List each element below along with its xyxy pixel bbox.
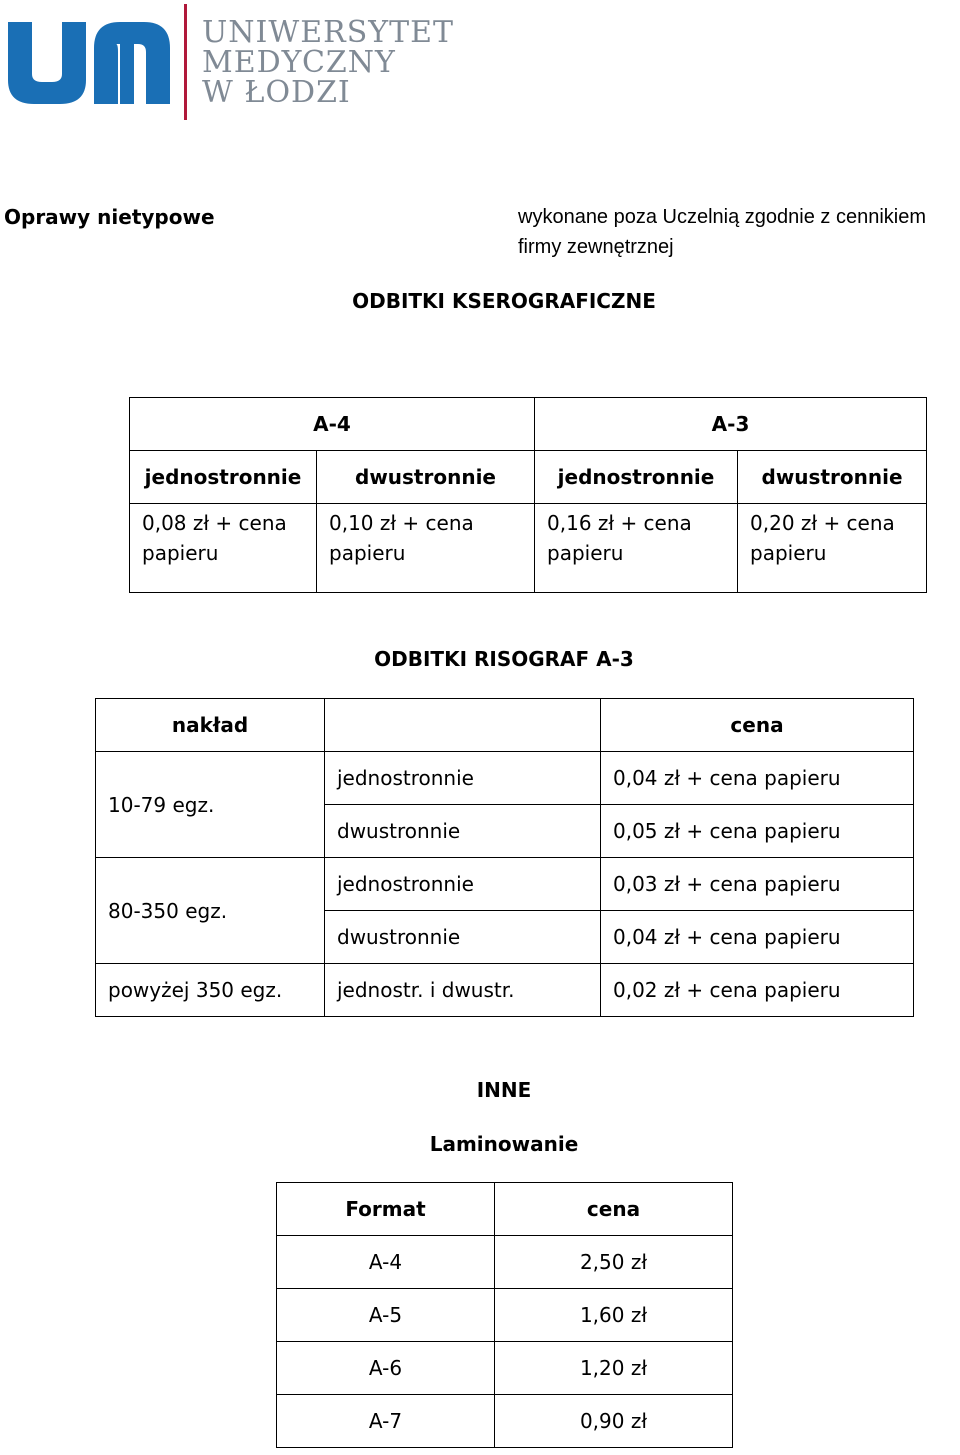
volume-cell: powyżej 350 egz. bbox=[96, 964, 325, 1017]
riso-title: ODBITKI RISOGRAF A-3 bbox=[374, 647, 634, 671]
lamination-price-table bbox=[276, 1182, 733, 1448]
format-header-a3: A-3 bbox=[535, 398, 927, 451]
logo-divider bbox=[184, 4, 187, 120]
side-cell: jednostr. i dwustr. bbox=[325, 964, 601, 1017]
binding-note: wykonane poza Uczelnią zgodnie z cennikiem firmy zewnętrznej bbox=[518, 206, 927, 258]
price-cell: 0,10 zł + cena papieru bbox=[317, 504, 535, 593]
price-cell: 1,60 zł bbox=[495, 1289, 733, 1342]
side-cell: dwustronnie bbox=[325, 805, 601, 858]
format-cell: A-6 bbox=[277, 1342, 495, 1395]
side-cell: jednostronnie bbox=[325, 858, 601, 911]
side-header: dwustronnie bbox=[317, 451, 535, 504]
riso-price-table bbox=[95, 698, 914, 1017]
price-cell: 0,02 zł + cena papieru bbox=[601, 964, 914, 1017]
price-cell: 2,50 zł bbox=[495, 1236, 733, 1289]
logo-text-line-2: MEDYCZNY bbox=[202, 45, 396, 80]
volume-cell: 10-79 egz. bbox=[96, 752, 325, 858]
price-cell: 1,20 zł bbox=[495, 1342, 733, 1395]
price-cell: 0,05 zł + cena papieru bbox=[601, 805, 914, 858]
format-header-a4: A-4 bbox=[130, 398, 535, 451]
side-cell: dwustronnie bbox=[325, 911, 601, 964]
volume-cell: 80-350 egz. bbox=[96, 858, 325, 964]
volume-header: nakład bbox=[96, 699, 325, 752]
side-header: jednostronnie bbox=[535, 451, 738, 504]
price-cell: 0,20 zł + cena papieru bbox=[738, 504, 927, 593]
xero-title: ODBITKI KSEROGRAFICZNE bbox=[352, 289, 656, 313]
price-header: cena bbox=[601, 699, 914, 752]
logo-text-line-3: W ŁODZI bbox=[202, 75, 351, 110]
xero-price-table bbox=[129, 397, 927, 593]
logo-text-line-1: UNIWERSYTET bbox=[202, 15, 454, 50]
format-cell: A-7 bbox=[277, 1395, 495, 1448]
price-cell: 0,04 zł + cena papieru bbox=[601, 911, 914, 964]
price-cell: 0,03 zł + cena papieru bbox=[601, 858, 914, 911]
price-cell: 0,08 zł + cena papieru bbox=[130, 504, 317, 593]
university-logo-mark bbox=[8, 22, 170, 104]
other-title: INNE bbox=[476, 1078, 532, 1102]
price-cell: 0,04 zł + cena papieru bbox=[601, 752, 914, 805]
format-cell: A-5 bbox=[277, 1289, 495, 1342]
price-header: cena bbox=[495, 1183, 733, 1236]
price-cell: 0,90 zł bbox=[495, 1395, 733, 1448]
side-header: jednostronnie bbox=[130, 451, 317, 504]
binding-label: Oprawy nietypowe bbox=[4, 205, 215, 229]
side-header bbox=[325, 699, 601, 752]
side-cell: jednostronnie bbox=[325, 752, 601, 805]
format-cell: A-4 bbox=[277, 1236, 495, 1289]
side-header: dwustronnie bbox=[738, 451, 927, 504]
format-header: Format bbox=[277, 1183, 495, 1236]
price-cell: 0,16 zł + cena papieru bbox=[535, 504, 738, 593]
lamination-subtitle: Laminowanie bbox=[429, 1132, 579, 1156]
